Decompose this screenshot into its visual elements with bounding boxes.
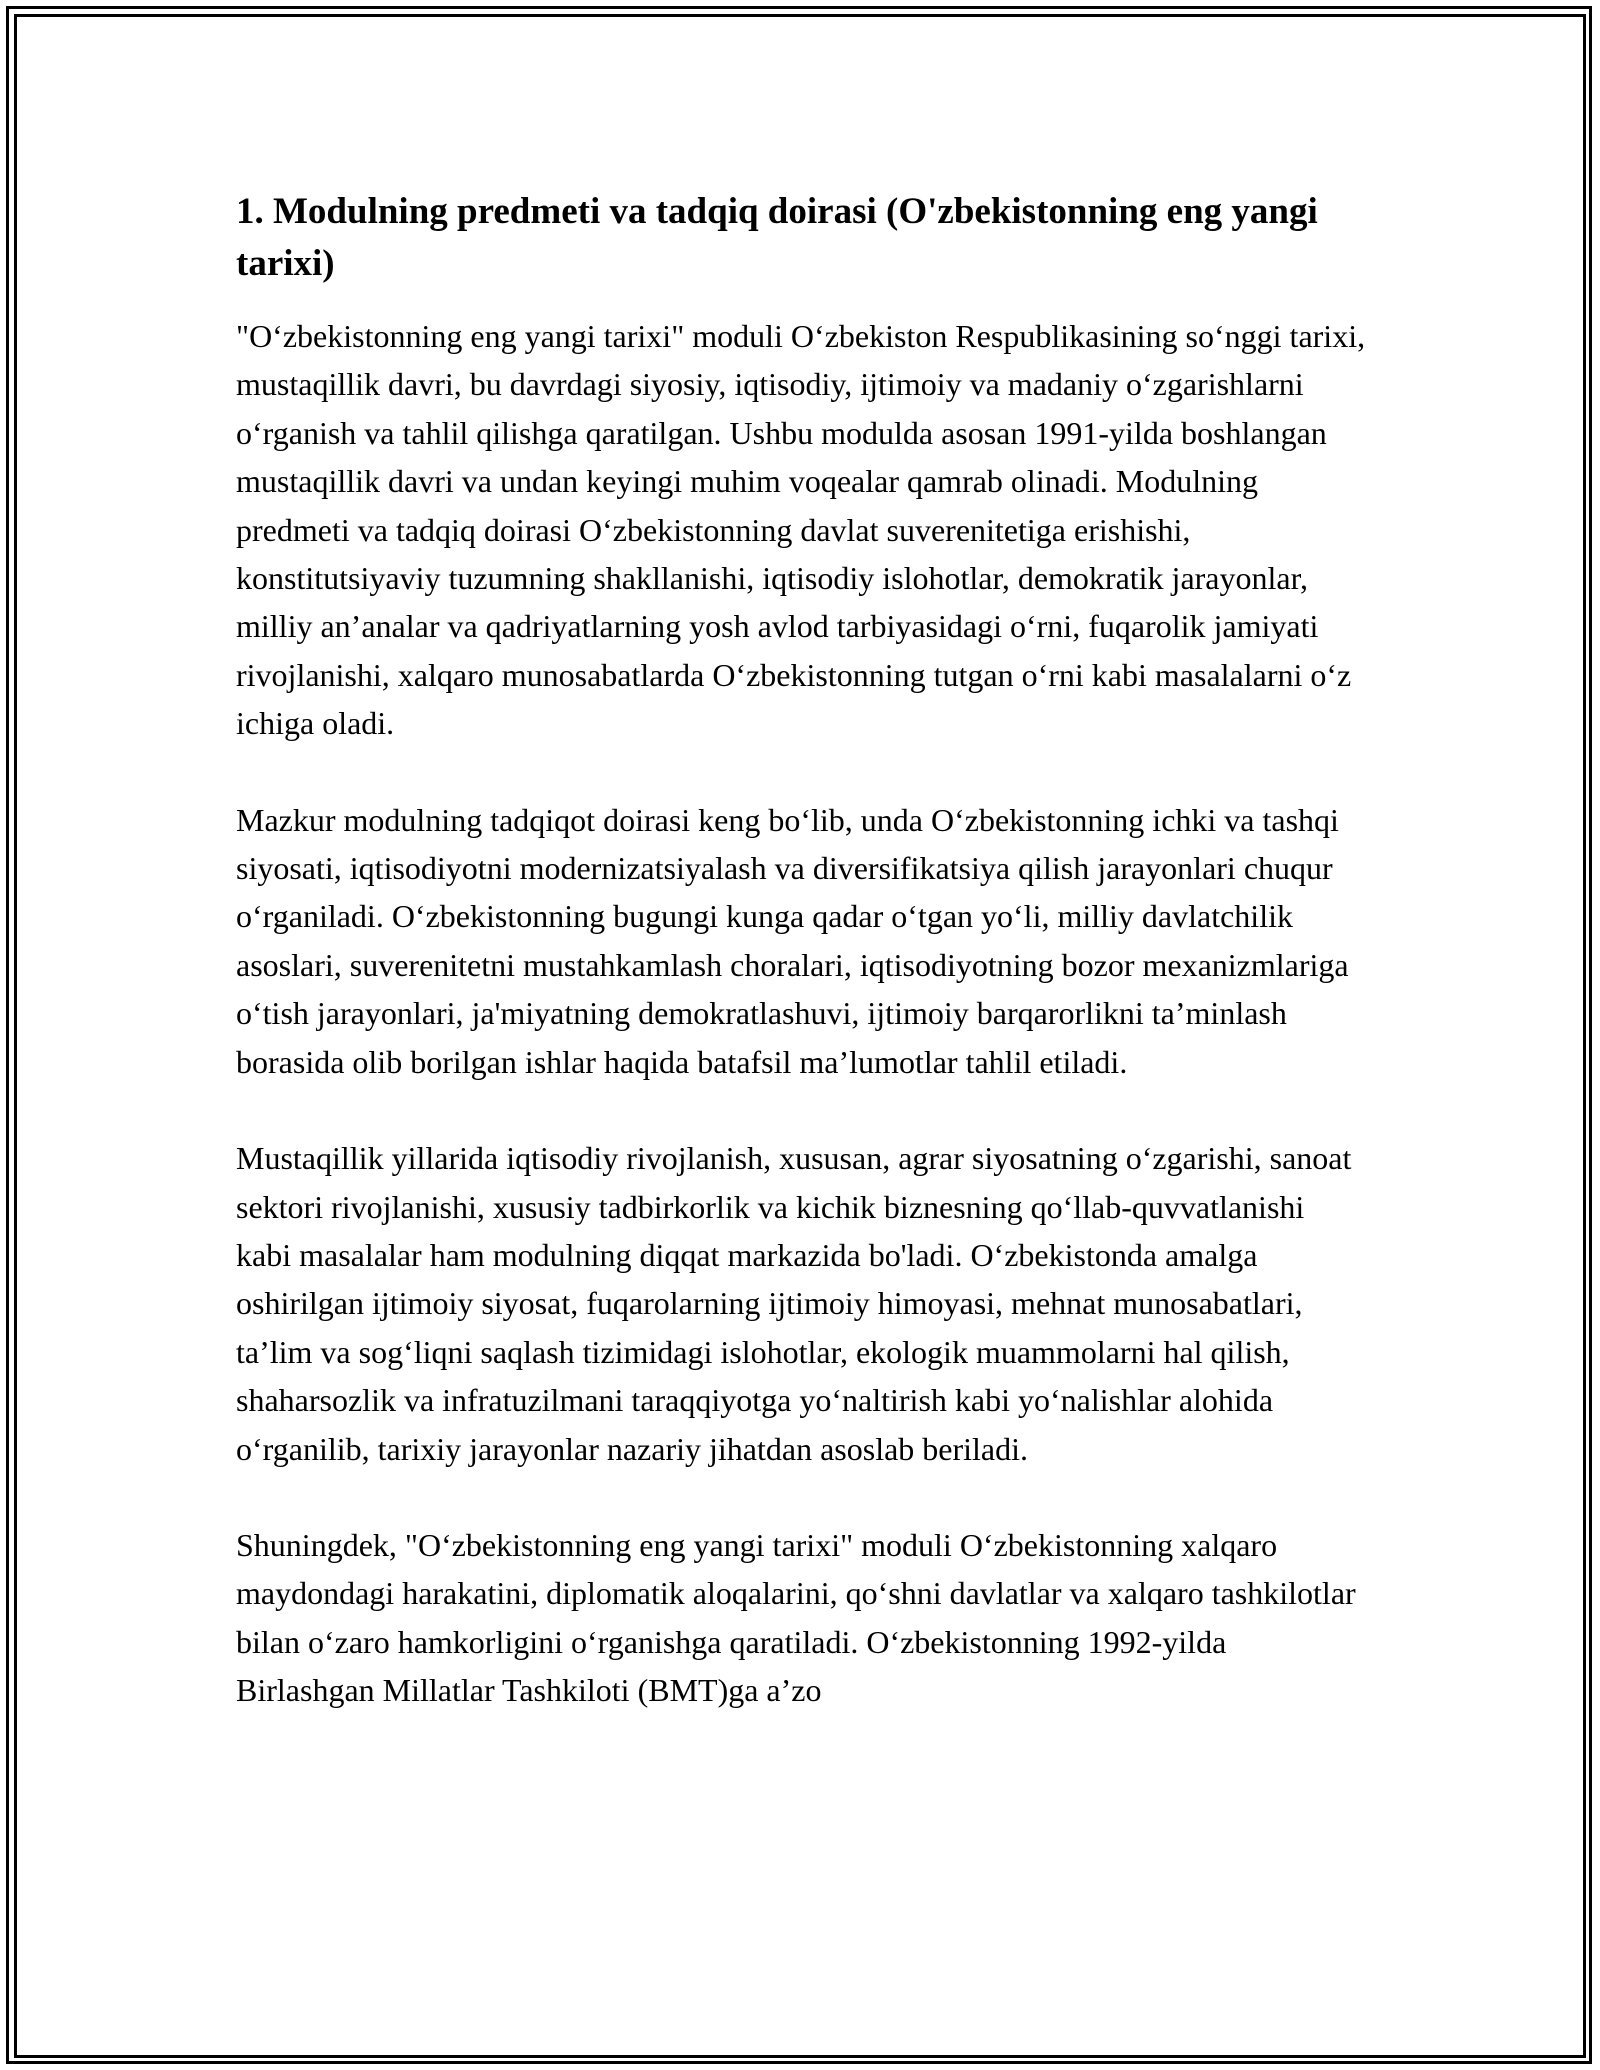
paragraph-3: Mustaqillik yillarida iqtisodiy rivojlanish, xususan, agrar siyosatning o‘zgarishi, sanoat sektori rivojlanishi, xususiy tadbirkorlik va kichik biznesning qo‘llab-quvvatlanishi kabi masalalar ham modulning diqqat markazida bo'ladi. O‘zbekistonda amalga oshirilgan ijtimoiy siyosat, fuqarolarning ijtimoiy himoyasi, mehnat munosabatlari, ta’lim va sog‘liqni saqlash tizimidagi islohotlar, ekologik muammolarni hal qilish, shaharsozlik va infratuzilmani taraqqiyotga yo‘naltirish kabi yo‘nalishlar alohida o‘rganilib, tarixiy jarayonlar nazariy jihatdan asoslab beriladi. xyxy=(236,1140,1352,1467)
paragraph-2: Mazkur modulning tadqiqot doirasi keng bo‘lib, unda O‘zbekistonning ichki va tashqi siyosati, iqtisodiyotni modernizatsiyalash va diversifikatsiya qilish jarayonlari chuqur o‘rganiladi. O‘zbekistonning bugungi kunga qadar o‘tgan yo‘li, milliy davlatchilik asoslari, suverenitetni mustahkamlash choralari, iqtisodiyotning bozor mexanizmlariga o‘tish jarayonlari, ja'miyatning demokratlashuvi, ijtimoiy barqarorlikni ta’minlash borasida olib borilgan ishlar haqida batafsil ma’lumotlar tahlil etiladi. xyxy=(236,801,1349,1080)
document-body xyxy=(236,186,1366,1763)
section-heading: 1. Modulning predmeti va tadqiq doirasi (O'zbekistonning eng yangi tarixi) xyxy=(236,191,1318,284)
paragraph-4: Shuningdek, "O‘zbekistonning eng yangi tarixi" moduli O‘zbekistonning xalqaro maydondagi harakatini, diplomatik aloqalarini, qo‘shni davlatlar va xalqaro tashkilotlar bilan o‘zaro hamkorligini o‘rganishga qaratiladi. O‘zbekistonning 1992-yilda Birlashgan Millatlar Tashkiloti (BMT)ga a’zo xyxy=(236,1526,1356,1709)
paragraph-1: "O‘zbekistonning eng yangi tarixi" moduli O‘zbekiston Respublikasining so‘nggi tarixi, mustaqillik davri, bu davrdagi siyosiy, iqtisodiy, ijtimoiy va madaniy o‘zgarishlarni o‘rganish va tahlil qilishga qaratilgan. Ushbu modulda asosan 1991-yilda boshlangan mustaqillik davri va undan keyingi muhim voqealar qamrab olinadi. Modulning predmeti va tadqiq doirasi O‘zbekistonning davlat suverenitetiga erishishi, konstitutsiyaviy tuzumning shakllanishi, iqtisodiy islohotlar, demokratik jarayonlar, milliy an’analar va qadriyatlarning yosh avlod tarbiyasidagi o‘rni, fuqarolik jamiyati rivojlanishi, xalqaro munosabatlarda O‘zbekistonning tutgan o‘rni kabi masalalarni o‘z ichiga oladi. xyxy=(236,318,1366,742)
